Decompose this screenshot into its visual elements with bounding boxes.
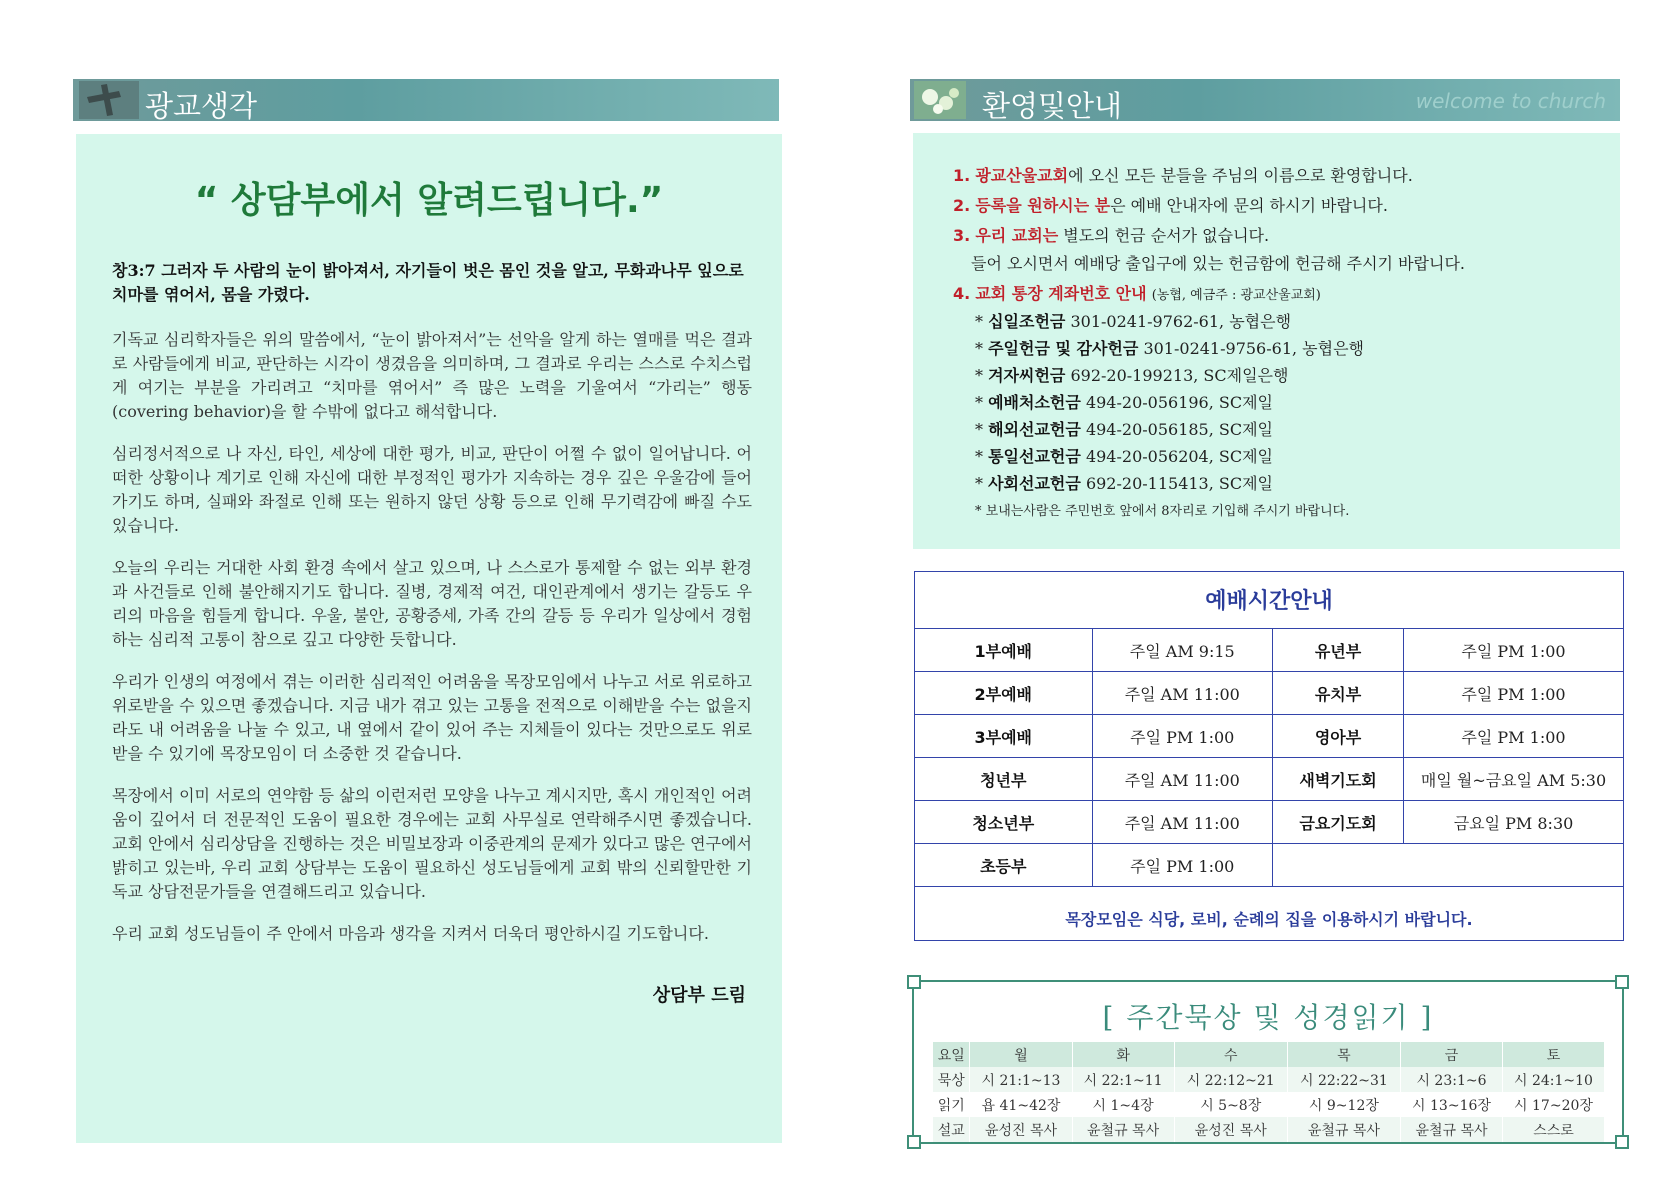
article-paragraph-6: 우리 교회 성도님들이 주 안에서 마음과 생각을 지켜서 더욱더 평안하시길 기도합니다.: [112, 924, 709, 943]
welcome-info-panel: [913, 133, 1620, 549]
info-item-4: 4. 교회 통장 계좌번호 안내 (농협, 예금주 : 광교산울교회): [953, 284, 1321, 303]
table-header-row: 요일 월 화 수 목 금 토: [933, 1042, 1605, 1067]
flower-icon: [914, 81, 966, 119]
account-row: * 통일선교헌금 494-20-056204, SC제일: [975, 447, 1274, 466]
account-row: * 예배처소헌금 494-20-056196, SC제일: [975, 393, 1274, 412]
account-row: * 주일헌금 및 감사헌금 301-0241-9756-61, 농협은행: [975, 339, 1364, 358]
table-row: 묵상 시 21:1~13 시 22:1~11 시 22:12~21 시 22:22~31 시 23:1~6 시 24:1~10: [933, 1067, 1605, 1092]
table-row: 1부예배 주일 AM 9:15 유년부 주일 PM 1:00: [915, 629, 1623, 672]
table-row: 청년부 주일 AM 11:00 새벽기도회 매일 월~금요일 AM 5:30: [915, 758, 1623, 801]
article-paragraph-1: 기독교 심리학자들은 위의 말씀에서, “눈이 밝아져서”는 선악을 알게 하는 열매를 먹은 결과로 사람들에게 비교, 판단하는 시각이 생겼음을 의미하며, 그 결과로 우리는 스스로 수치스럽게 여기는 부분을 가리려고 “치마를 엮어서” 즉 많은 노력을 기울여서 “가리는” 행동(covering behavior)을 할 수밖에 없다고 해석합니다.: [112, 330, 752, 421]
worship-schedule: [914, 571, 1624, 941]
left-section-header: [73, 79, 779, 121]
account-row: * 사회선교헌금 692-20-115413, SC제일: [975, 474, 1274, 493]
article-paragraph-3: 오늘의 우리는 거대한 사회 환경 속에서 살고 있으며, 나 스스로가 통제할 수 없는 외부 환경과 사건들로 인해 불안해지기도 합니다. 질병, 경제적 여건, 대인관계에서 생기는 갈등도 우리의 마음을 힘들게 합니다. 우울, 불안, 공황증세, 가족 간의 갈등 등 우리가 일상에서 경험하는 심리적 고통이 참으로 깊고 다양한 듯합니다.: [112, 558, 752, 649]
table-row: 읽기 욥 41~42장 시 1~4장 시 5~8장 시 9~12장 시 13~16장 시 17~20장: [933, 1092, 1605, 1117]
right-section-header: [910, 79, 1620, 121]
corner-ornament: [1615, 1135, 1629, 1149]
worship-schedule-table: [915, 628, 1623, 887]
account-row: * 해외선교헌금 494-20-056185, SC제일: [975, 420, 1274, 439]
info-item-1: 1. 광교산울교회에 오신 모든 분들을 주님의 이름으로 환영합니다.: [953, 166, 1413, 185]
cross-icon: [79, 81, 139, 119]
account-note: * 보내는사람은 주민번호 앞에서 8자리로 기입해 주시기 바랍니다.: [975, 504, 1350, 519]
info-item-3-continued: 들어 오시면서 예배당 출입구에 있는 헌금함에 헌금해 주시기 바랍니다.: [971, 254, 1465, 273]
worship-note: 목장모임은 식당, 로비, 순례의 집을 이용하시기 바랍니다.: [1065, 910, 1473, 929]
info-item-2: 2. 등록을 원하시는 분은 예배 안내자에 문의 하시기 바랍니다.: [953, 196, 1388, 215]
welcome-subtitle: welcome to church: [1415, 89, 1606, 113]
article-signature: 상담부 드림: [652, 985, 746, 1006]
table-row: 초등부 주일 PM 1:00: [915, 844, 1623, 887]
corner-ornament: [1615, 975, 1629, 989]
weekly-reading-table: [932, 1042, 1604, 1142]
table-row: 청소년부 주일 AM 11:00 금요기도회 금요일 PM 8:30: [915, 801, 1623, 844]
article-paragraph-5: 목장에서 이미 서로의 연약함 등 삶의 이런저런 모양을 나누고 계시지만, 혹시 개인적인 어려움이 깊어서 더 전문적인 도움이 필요한 경우에는 교회 사무실로 연락해주시면 좋겠습니다. 교회 안에서 심리상담을 진행하는 것은 비밀보장과 이중관계의 문제가 있다고 많은 연구에서 밝히고 있는바, 우리 교회 상담부는 도움이 필요하신 성도님들에게 교회 밖의 신뢰할만한 기독교 상담전문가들을 연결해드리고 있습니다.: [112, 786, 752, 901]
right-header-title: 환영및안내: [982, 89, 1123, 123]
weekly-reading: [912, 980, 1624, 1144]
article-paragraph-4: 우리가 인생의 여정에서 겪는 이러한 심리적인 어려움을 목장모임에서 나누고 서로 위로하고 위로받을 수 있으면 좋겠습니다. 지금 내가 겪고 있는 고통을 전적으로 이해받을 수는 없을지라도 내 어려움을 나눌 수 있고, 내 옆에서 같이 있어 주는 지체들이 있다는 것만으로도 위로받을 수 있기에 목장모임이 더 소중한 것 같습니다.: [112, 672, 752, 763]
corner-ornament: [907, 975, 921, 989]
table-row: 설교 윤성진 목사 윤철규 목사 윤성진 목사 윤철규 목사 윤철규 목사 스스로: [933, 1117, 1605, 1142]
corner-ornament: [907, 1135, 921, 1149]
account-row: * 겨자씨헌금 692-20-199213, SC제일은행: [975, 366, 1289, 385]
left-header-title: 광교생각: [145, 89, 258, 123]
worship-schedule-title: 예배시간안내: [1205, 589, 1333, 614]
counseling-article: [76, 134, 782, 1143]
article-title: “ 상담부에서 알려드립니다.”: [194, 180, 664, 221]
table-row: 2부예배 주일 AM 11:00 유치부 주일 PM 1:00: [915, 672, 1623, 715]
article-paragraph-2: 심리정서적으로 나 자신, 타인, 세상에 대한 평가, 비교, 판단이 어쩔 수 없이 일어납니다. 어떠한 상황이나 계기로 인해 자신에 대한 부정적인 평가가 지속하는 경우 깊은 우울감에 들어가기도 하며, 실패와 좌절로 인해 또는 원하지 않던 상황 등으로 인해 무기력감에 빠질 수도 있습니다.: [112, 444, 752, 535]
scripture-verse: 창3:7 그러자 두 사람의 눈이 밝아져서, 자기들이 벗은 몸인 것을 알고, 무화과나무 잎으로 치마를 엮어서, 몸을 가렸다.: [112, 261, 744, 304]
table-row: 3부예배 주일 PM 1:00 영아부 주일 PM 1:00: [915, 715, 1623, 758]
account-row: * 십일조헌금 301-0241-9762-61, 농협은행: [975, 312, 1292, 331]
weekly-reading-title: [ 주간묵상 및 성경읽기 ]: [1102, 1001, 1434, 1034]
info-item-3: 3. 우리 교회는 별도의 헌금 순서가 없습니다.: [953, 226, 1270, 245]
